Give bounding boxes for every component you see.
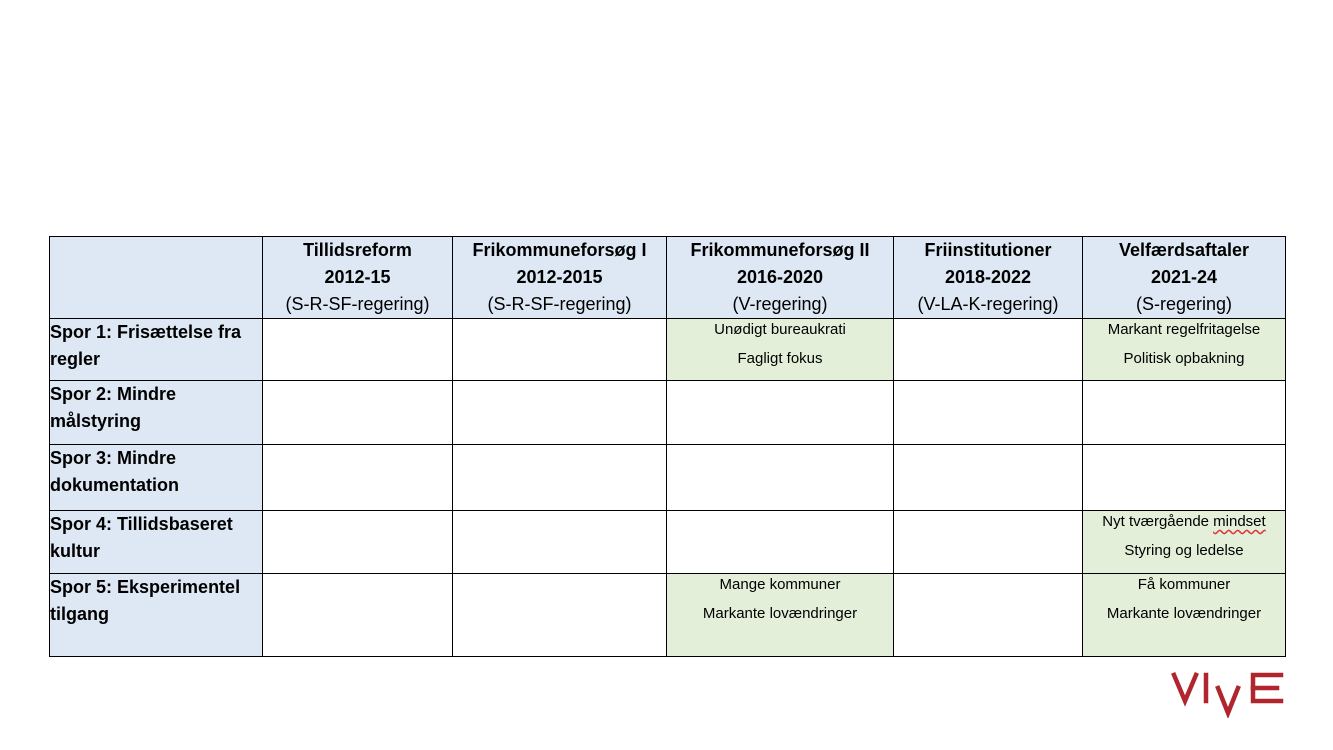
- table-cell: [263, 445, 453, 511]
- table-row: [50, 445, 1286, 511]
- table-row: [50, 319, 1286, 381]
- table-cell: [453, 511, 667, 574]
- column-header-frikommuneforsoeg-2: [667, 237, 894, 319]
- table-cell: [263, 319, 453, 381]
- table-row: [50, 511, 1286, 574]
- table-row: [50, 381, 1286, 445]
- column-government: (S-R-SF-regering): [285, 294, 430, 314]
- table-cell-highlighted: [1083, 319, 1286, 381]
- column-government: (S-regering): [1135, 294, 1233, 314]
- table-cell: [894, 511, 1083, 574]
- corner-cell: [50, 237, 263, 319]
- table-cell: [1083, 445, 1286, 511]
- column-header-frikommuneforsoeg-1: [453, 237, 667, 319]
- column-years: 2012-2015: [516, 267, 603, 287]
- column-title: Velfærdsaftaler: [1118, 240, 1250, 260]
- column-title: Frikommuneforsøg I: [472, 240, 647, 260]
- column-header-friinstitutioner: [894, 237, 1083, 319]
- column-government: (S-R-SF-regering): [487, 294, 632, 314]
- table-cell: [453, 445, 667, 511]
- column-header-velfaerdsaftaler: [1083, 237, 1286, 319]
- cell-text: Markante lovændringer: [1106, 605, 1262, 622]
- column-title: Tillidsreform: [303, 240, 412, 260]
- row-header: Spor 2: Mindre målstyring: [50, 381, 263, 445]
- logo-letter-v1: [1174, 675, 1196, 701]
- row-header: Spor 4: Tillidsbaseret kultur: [50, 511, 263, 574]
- row-header: Spor 3: Mindre dokumentation: [50, 445, 263, 511]
- column-years: 2016-2020: [736, 267, 824, 287]
- table-cell: [667, 445, 894, 511]
- table-cell: [453, 574, 667, 657]
- table-cell: [453, 381, 667, 445]
- table-cell: [453, 319, 667, 381]
- column-header-tillidsreform: [263, 237, 453, 319]
- table-cell-highlighted: [1083, 574, 1286, 657]
- table-row: [50, 574, 1286, 657]
- table-cell: [894, 445, 1083, 511]
- row-header: Spor 1: Frisættelse fra regler: [50, 319, 263, 381]
- table-cell: [667, 511, 894, 574]
- column-government: (V-LA-K-regering): [917, 294, 1059, 314]
- cell-text-part: Nyt tværgående mindset: [1102, 513, 1266, 530]
- table-cell: [894, 319, 1083, 381]
- column-years: 2018-2022: [944, 267, 1032, 287]
- logo-letter-v2: [1218, 688, 1238, 713]
- cell-text: Markant regelfritagelse: [1107, 321, 1261, 338]
- cell-text: Markante lovændringer: [702, 605, 858, 622]
- vive-logo: [1171, 668, 1284, 718]
- table-cell-highlighted: [667, 574, 894, 657]
- column-years: 2021-24: [1150, 267, 1218, 287]
- cell-text: Få kommuner: [1137, 576, 1231, 593]
- column-title: Frikommuneforsøg II: [690, 240, 870, 260]
- cell-text: Unødigt bureaukrati: [714, 321, 846, 338]
- table-cell: [263, 511, 453, 574]
- cell-text: Fagligt fokus: [737, 350, 823, 367]
- table-cell-highlighted: [1083, 511, 1286, 574]
- cell-text: Politisk opbakning: [1123, 350, 1245, 367]
- column-years: 2012-15: [324, 267, 391, 287]
- table-cell: [894, 574, 1083, 657]
- row-header: Spor 5: Eksperimentel tilgang: [50, 574, 263, 657]
- table-cell: [894, 381, 1083, 445]
- header-row: [50, 237, 1286, 319]
- comparison-table: [49, 236, 1286, 657]
- cell-text: Styring og ledelse: [1124, 542, 1244, 559]
- table-cell: [263, 381, 453, 445]
- column-title: Friinstitutioner: [924, 240, 1052, 260]
- cell-text: [1083, 507, 1285, 536]
- cell-text: Mange kommuner: [719, 576, 841, 593]
- column-government: (V-regering): [732, 294, 828, 314]
- table-cell: [667, 381, 894, 445]
- table-cell: [263, 574, 453, 657]
- table-cell: [1083, 381, 1286, 445]
- table-cell-highlighted: [667, 319, 894, 381]
